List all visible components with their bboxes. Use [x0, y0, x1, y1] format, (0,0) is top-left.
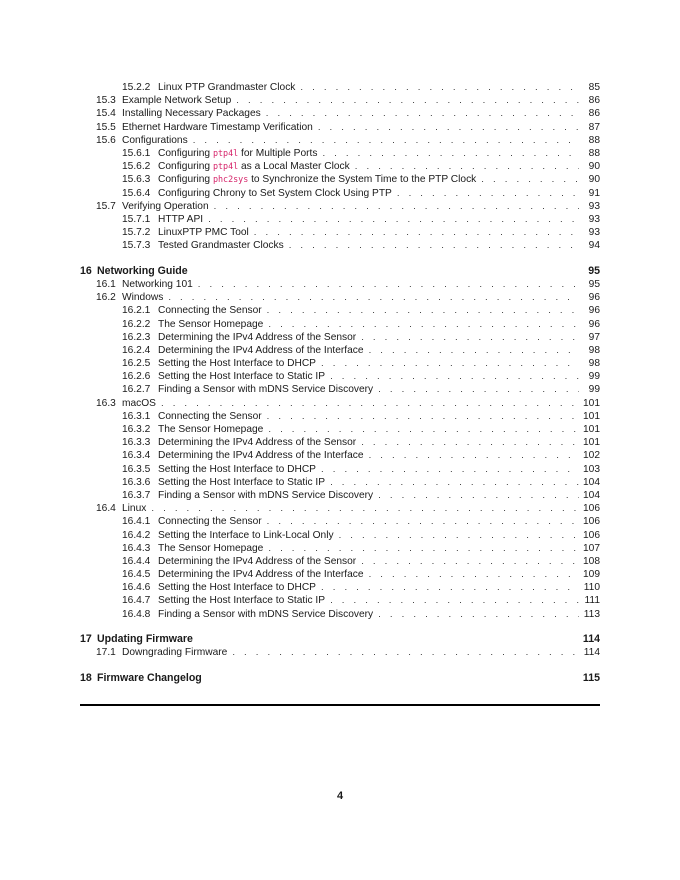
toc-entry-page: 95 [588, 278, 600, 290]
toc-dot-leader [321, 357, 579, 370]
toc-entry-number: 17.1 [96, 647, 116, 659]
toc-entry-title [158, 357, 316, 370]
toc-dot-leader [361, 555, 579, 568]
toc-entry-title [158, 555, 356, 568]
toc-entry-page: 98 [588, 344, 600, 356]
toc-entry-page: 101 [583, 410, 600, 422]
toc-entry-number: 16.4.4 [122, 555, 151, 567]
toc-entry-number: 16.2.5 [122, 358, 151, 370]
toc-section-entry[interactable] [80, 646, 600, 659]
toc-entry-title-text: macOS [122, 397, 156, 409]
toc-entry-title [158, 449, 364, 462]
toc-entry-page: 111 [584, 595, 600, 607]
toc-dot-leader [208, 213, 579, 226]
toc-entry-title-text: Setting the Host Interface to DHCP [158, 463, 316, 475]
toc-entry-page: 96 [588, 292, 600, 304]
toc-entry-page: 88 [588, 134, 600, 146]
toc-entry-title-text: Setting the Interface to Link-Local Only [158, 529, 334, 541]
toc-subsection-entry[interactable] [80, 147, 600, 160]
toc-entry-number: 16 [80, 264, 92, 277]
toc-chapter-entry[interactable] [80, 632, 600, 646]
toc-dot-leader [361, 331, 579, 344]
toc-entry-number: 16.2.6 [122, 371, 151, 383]
toc-entry-page: 99 [588, 384, 600, 396]
toc-entry-number: 16.3.5 [122, 463, 151, 475]
toc-entry-title-text: Ethernet Hardware Timestamp Verification [122, 121, 313, 133]
toc-chapter-entry[interactable] [80, 264, 600, 278]
toc-entry-page: 97 [588, 331, 600, 343]
toc-entry-title [158, 489, 373, 502]
toc-entry-number: 15.7.2 [122, 227, 151, 239]
toc-entry-title-text: Downgrading Firmware [122, 647, 228, 659]
toc-dot-leader [266, 107, 579, 120]
toc-entry-page: 103 [583, 463, 600, 475]
toc-entry-title-text: The Sensor Homepage [158, 318, 264, 330]
toc-entry-title-text: The Sensor Homepage [158, 424, 264, 435]
toc-dot-leader [268, 318, 579, 331]
toc-subsection-entry[interactable] [80, 213, 600, 226]
toc-subsection-entry[interactable] [80, 318, 600, 331]
toc-entry-title-text: Firmware Changelog [97, 672, 202, 684]
toc-section-entry[interactable] [80, 94, 600, 107]
toc-entry-title [122, 397, 156, 410]
toc-entry-code: ptp4l [212, 161, 239, 172]
toc-section-entry[interactable] [80, 278, 600, 291]
toc-subsection-entry[interactable] [80, 423, 600, 436]
page-number: 4 [336, 790, 344, 802]
toc-subsection-entry[interactable] [80, 555, 600, 568]
toc-entry-page: 94 [588, 240, 600, 252]
toc-entry-title-text: The Sensor Homepage [158, 542, 264, 554]
toc-dot-leader [339, 529, 579, 542]
toc-entry-number: 16.4.6 [122, 582, 151, 594]
toc-dot-leader [198, 278, 579, 291]
toc-subsection-entry[interactable] [80, 226, 600, 239]
toc-entry-title-text: Linux [122, 503, 147, 515]
toc-entry-page: 93 [588, 227, 600, 239]
toc-entry-title-text: Configurations [122, 134, 188, 146]
toc-entry-title-text: Windows [122, 292, 164, 304]
toc-subsection-entry[interactable] [80, 608, 600, 621]
toc-entry-number: 16.2.4 [122, 344, 151, 356]
toc-entry-page: 86 [588, 95, 600, 107]
toc-dot-leader [232, 646, 579, 659]
toc-entry-title-text: Determining the IPv4 Address of the Sensor [158, 555, 357, 567]
toc-subsection-entry[interactable] [80, 344, 600, 357]
toc-entry-title [158, 370, 325, 383]
toc-entry-title [122, 107, 261, 120]
toc-entry-number: 17 [80, 633, 92, 646]
toc-entry-number: 16.2.2 [122, 318, 151, 330]
toc-entry-number: 15.6.2 [122, 161, 151, 173]
toc-dot-leader [267, 515, 579, 528]
toc-section-entry[interactable] [80, 291, 600, 304]
toc-entry-title [158, 239, 284, 252]
toc-entry-title [158, 173, 476, 186]
toc-entry-title-text: Finding a Sensor with mDNS Service Discovery [158, 489, 374, 501]
toc-entry-title [158, 81, 295, 94]
toc-section-entry[interactable] [80, 200, 600, 213]
toc-entry-page: 99 [588, 371, 600, 383]
toc-entry-page: 114 [583, 647, 600, 659]
toc-entry-title [122, 134, 188, 147]
toc-dot-leader [318, 121, 579, 134]
toc-entry-number: 16.4.8 [122, 608, 151, 620]
toc-entry-number: 15.7.3 [122, 240, 151, 252]
toc-entry-title-text: Connecting the Sensor [158, 410, 262, 422]
toc-chapter-entry[interactable] [80, 671, 600, 685]
toc-entry-page: 106 [583, 529, 600, 541]
toc-entry-page: 98 [588, 358, 600, 370]
toc-entry-page: 101 [583, 397, 600, 409]
toc-subsection-entry[interactable] [80, 449, 600, 462]
toc-dot-leader [254, 226, 579, 239]
toc-dot-leader [378, 383, 579, 396]
toc-entry-title [158, 423, 263, 436]
toc-entry-title-text: HTTP API [158, 213, 204, 225]
toc-entry-title [158, 581, 316, 594]
toc-entry-title [158, 383, 373, 396]
toc-entry-title-text: Setting the Host Interface to Static IP [158, 595, 326, 607]
toc-entry-title-continued: as a Local Master Clock [241, 161, 350, 173]
toc-entry-page: 91 [588, 187, 600, 199]
toc-entry-title-text: LinuxPTP PMC Tool [158, 227, 249, 239]
toc-subsection-entry[interactable] [80, 410, 600, 423]
toc-entry-page: 101 [583, 424, 600, 435]
toc-entry-page: 114 [582, 633, 600, 646]
toc-subsection-entry[interactable] [80, 568, 600, 581]
toc-subsection-entry[interactable] [80, 331, 600, 344]
toc-entry-title [158, 568, 364, 581]
toc-dot-leader [369, 568, 579, 581]
toc-subsection-entry[interactable] [80, 529, 600, 542]
toc-subsection-entry[interactable] [80, 515, 600, 528]
toc-entry-title [158, 529, 334, 542]
toc-entry-page: 110 [583, 582, 600, 594]
toc-subsection-entry[interactable] [80, 187, 600, 200]
toc-entry-page: 90 [588, 174, 600, 186]
toc-entry-number: 16.1 [96, 278, 116, 290]
toc-entry-title [158, 608, 373, 621]
toc-entry-page: 96 [588, 318, 600, 330]
toc-entry-title-text: Setting the Host Interface to DHCP [158, 582, 316, 594]
toc-entry-page: 90 [588, 161, 600, 173]
toc-entry-title-text: Determining the IPv4 Address of the Interface [158, 344, 364, 356]
toc-subsection-entry[interactable] [80, 304, 600, 317]
toc-entry-page: 104 [583, 489, 600, 501]
toc-entry-title-text: Configuring [158, 161, 211, 173]
toc-entry-page: 102 [583, 450, 600, 462]
toc-dot-leader [481, 173, 579, 186]
toc-dot-leader [151, 502, 579, 515]
toc-subsection-entry[interactable] [80, 357, 600, 370]
toc-entry-title [158, 331, 356, 344]
toc-entry-title-text: Tested Grandmaster Clocks [158, 240, 284, 252]
toc-entry-title [158, 226, 249, 239]
toc-dot-leader [161, 397, 579, 410]
toc-entry-number: 15.4 [96, 108, 116, 120]
toc-entry-title-text: Setting the Host Interface to DHCP [158, 358, 316, 370]
toc-entry-title-text: Finding a Sensor with mDNS Service Discovery [158, 384, 374, 396]
toc-entry-number: 16.3.6 [122, 476, 151, 488]
toc-entry-title-text: Connecting the Sensor [158, 305, 262, 317]
toc-entry-number: 16.2.3 [122, 331, 151, 343]
toc-subsection-entry[interactable] [80, 173, 600, 186]
toc-entry-title [158, 515, 262, 528]
toc-dot-leader [330, 370, 579, 383]
toc-entry-title [158, 304, 262, 317]
toc-entry-number: 15.5 [96, 121, 116, 133]
toc-dot-leader [330, 594, 579, 607]
toc-entry-number: 16.4.1 [122, 516, 151, 528]
toc-entry-page: 115 [582, 672, 600, 684]
toc-subsection-entry[interactable] [80, 81, 600, 94]
toc-entry-title [158, 318, 263, 331]
toc-entry-number: 16.2 [96, 292, 116, 304]
toc-subsection-entry[interactable] [80, 463, 600, 476]
table-of-contents [80, 81, 600, 685]
toc-section-entry[interactable] [80, 107, 600, 120]
toc-entry-title-text: Networking 101 [122, 278, 193, 290]
toc-entry-title-text: Connecting the Sensor [158, 516, 262, 528]
toc-entry-title [122, 646, 227, 659]
toc-dot-leader [289, 239, 579, 252]
toc-dot-leader [330, 476, 579, 489]
toc-entry-title-text: Updating Firmware [97, 633, 193, 646]
toc-entry-number: 16.4.7 [122, 595, 151, 607]
toc-section-entry[interactable] [80, 134, 600, 147]
toc-entry-page: 95 [588, 264, 600, 277]
toc-section-entry[interactable] [80, 121, 600, 134]
toc-subsection-entry[interactable] [80, 542, 600, 555]
toc-entry-page: 96 [588, 305, 600, 317]
toc-entry-number: 16.2.1 [122, 305, 151, 317]
toc-entry-code: phc2sys [212, 174, 249, 185]
toc-entry-title [158, 542, 263, 555]
toc-entry-title [158, 476, 325, 489]
toc-entry-number: 15.6.4 [122, 187, 151, 199]
footer-rule [80, 704, 600, 706]
toc-dot-leader [267, 410, 579, 423]
toc-entry-page: 85 [588, 82, 600, 93]
toc-entry-title-continued: for Multiple Ports [241, 147, 318, 159]
toc-dot-leader [361, 436, 579, 449]
toc-entry-page: 101 [583, 437, 600, 449]
toc-entry-number: 16.3 [96, 397, 116, 409]
toc-dot-leader [268, 542, 579, 555]
toc-entry-title [122, 121, 313, 134]
toc-dot-leader [378, 489, 579, 502]
toc-entry-title-text: Configuring Chrony to Set System Clock Using PTP [158, 187, 392, 199]
toc-dot-leader [193, 134, 579, 147]
toc-dot-leader [378, 608, 579, 621]
toc-entry-title-text: Linux PTP Grandmaster Clock [158, 82, 296, 93]
toc-entry-title [158, 463, 316, 476]
toc-dot-leader [321, 463, 579, 476]
toc-subsection-entry[interactable] [80, 239, 600, 252]
toc-entry-title [158, 160, 350, 173]
toc-entry-title-text: Networking Guide [97, 264, 188, 277]
toc-entry-number: 15.6.1 [122, 147, 151, 159]
toc-entry-title-text: Configuring [158, 147, 211, 159]
toc-entry-page: 108 [583, 555, 600, 567]
toc-entry-title-continued: to Synchronize the System Time to the PTP Clock [251, 174, 477, 186]
toc-entry-number: 15.2.2 [122, 82, 151, 93]
toc-entry-title [158, 594, 325, 607]
toc-dot-leader [267, 304, 579, 317]
toc-entry-code: ptp4l [212, 147, 239, 158]
toc-entry-page: 93 [588, 200, 600, 212]
toc-entry-page: 113 [583, 608, 600, 620]
toc-subsection-entry[interactable] [80, 383, 600, 396]
toc-dot-leader [369, 344, 579, 357]
toc-entry-title [158, 147, 317, 160]
toc-entry-number: 16.4 [96, 503, 116, 515]
toc-entry-title-text: Setting the Host Interface to Static IP [158, 476, 326, 488]
toc-entry-title [122, 200, 209, 213]
toc-dot-leader [369, 449, 579, 462]
toc-entry-title-text: Determining the IPv4 Address of the Interface [158, 569, 364, 581]
toc-subsection-entry[interactable] [80, 489, 600, 502]
toc-dot-leader [322, 147, 579, 160]
toc-subsection-entry[interactable] [80, 476, 600, 489]
toc-entry-number: 16.3.1 [122, 410, 151, 422]
toc-entry-number: 15.7 [96, 200, 116, 212]
toc-dot-leader [214, 200, 579, 213]
toc-entry-page: 104 [583, 476, 600, 488]
toc-entry-number: 15.3 [96, 95, 116, 107]
toc-entry-title [122, 278, 193, 291]
toc-dot-leader [300, 81, 579, 94]
toc-entry-number: 16.3.4 [122, 450, 151, 462]
toc-entry-page: 106 [583, 516, 600, 528]
toc-subsection-entry[interactable] [80, 581, 600, 594]
toc-entry-title [158, 344, 364, 357]
toc-dot-leader [321, 581, 579, 594]
toc-entry-title [122, 94, 231, 107]
toc-entry-number: 15.6 [96, 134, 116, 146]
toc-entry-title [97, 671, 202, 685]
toc-section-entry[interactable] [80, 502, 600, 515]
toc-subsection-entry[interactable] [80, 436, 600, 449]
toc-dot-leader [168, 291, 579, 304]
toc-entry-title [158, 436, 356, 449]
toc-entry-title-text: Configuring [158, 174, 211, 186]
toc-dot-leader [236, 94, 579, 107]
toc-entry-page: 106 [583, 503, 600, 515]
toc-entry-page: 109 [583, 569, 600, 581]
toc-entry-number: 16.3.2 [122, 424, 151, 435]
toc-entry-title [97, 632, 193, 646]
toc-entry-number: 16.4.3 [122, 542, 151, 554]
toc-subsection-entry[interactable] [80, 594, 600, 607]
toc-subsection-entry[interactable] [80, 160, 600, 173]
toc-entry-number: 16.4.2 [122, 529, 151, 541]
toc-dot-leader [355, 160, 579, 173]
toc-section-entry[interactable] [80, 397, 600, 410]
toc-entry-title [122, 502, 146, 515]
toc-entry-title [158, 410, 262, 423]
toc-entry-number: 15.6.3 [122, 174, 151, 186]
toc-entry-title-text: Example Network Setup [122, 95, 232, 107]
toc-entry-title-text: Determining the IPv4 Address of the Sensor [158, 331, 357, 343]
toc-subsection-entry[interactable] [80, 370, 600, 383]
toc-entry-page: 93 [588, 213, 600, 225]
toc-entry-title [158, 213, 203, 226]
toc-entry-title [158, 187, 392, 200]
toc-entry-title-text: Verifying Operation [122, 200, 209, 212]
toc-entry-title [122, 291, 163, 304]
toc-entry-number: 15.7.1 [122, 213, 151, 225]
toc-entry-number: 16.3.7 [122, 489, 151, 501]
toc-entry-page: 107 [583, 542, 600, 554]
toc-entry-title [97, 264, 188, 278]
toc-entry-title-text: Finding a Sensor with mDNS Service Discovery [158, 608, 374, 620]
toc-entry-page: 88 [588, 147, 600, 159]
toc-entry-page: 86 [588, 108, 600, 120]
toc-entry-title-text: Determining the IPv4 Address of the Interface [158, 450, 364, 462]
toc-dot-leader [397, 187, 579, 200]
toc-entry-page: 87 [588, 121, 600, 133]
toc-entry-title-text: Setting the Host Interface to Static IP [158, 371, 326, 383]
toc-dot-leader [268, 423, 579, 436]
toc-entry-number: 16.4.5 [122, 569, 151, 581]
toc-entry-number: 16.2.7 [122, 384, 151, 396]
toc-entry-title-text: Determining the IPv4 Address of the Sensor [158, 437, 357, 449]
toc-entry-number: 16.3.3 [122, 437, 151, 449]
toc-entry-title-text: Installing Necessary Packages [122, 108, 261, 120]
toc-entry-number: 18 [80, 672, 92, 684]
